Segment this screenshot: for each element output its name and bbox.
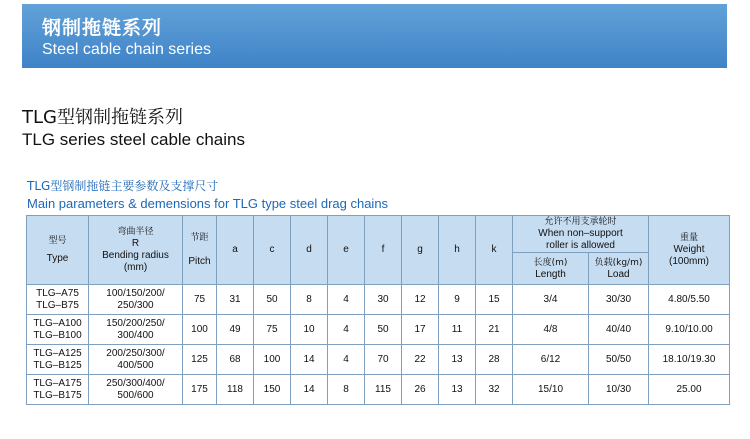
cell-h: 11 bbox=[439, 315, 476, 345]
header-g: g bbox=[402, 216, 439, 285]
table-row bbox=[27, 375, 730, 405]
cell-c: 75 bbox=[254, 315, 291, 345]
cell-d: 14 bbox=[291, 345, 328, 375]
cell-k: 15 bbox=[476, 285, 513, 315]
header-h: h bbox=[439, 216, 476, 285]
cell-type: TLG–A100 TLG–B100 bbox=[27, 315, 89, 345]
cell-type: TLG–A175 TLG–B175 bbox=[27, 375, 89, 405]
table-row bbox=[27, 345, 730, 375]
cell-k: 21 bbox=[476, 315, 513, 345]
header-length: 长度(m) Length bbox=[513, 253, 589, 285]
cell-c: 150 bbox=[254, 375, 291, 405]
cell-e: 8 bbox=[328, 375, 365, 405]
banner-title-en: Steel cable chain series bbox=[42, 41, 211, 58]
header-d: d bbox=[291, 216, 328, 285]
cell-e: 4 bbox=[328, 285, 365, 315]
cell-load: 10/30 bbox=[589, 375, 649, 405]
cell-g: 26 bbox=[402, 375, 439, 405]
cell-f: 30 bbox=[365, 285, 402, 315]
cell-e: 4 bbox=[328, 345, 365, 375]
cell-d: 8 bbox=[291, 285, 328, 315]
cell-pitch: 75 bbox=[183, 285, 217, 315]
cell-d: 10 bbox=[291, 315, 328, 345]
table-row bbox=[27, 285, 730, 315]
header-e: e bbox=[328, 216, 365, 285]
cell-f: 70 bbox=[365, 345, 402, 375]
header-banner bbox=[22, 4, 727, 68]
cell-radius: 250/300/400/ 500/600 bbox=[89, 375, 183, 405]
header-type: 型号 Type bbox=[27, 216, 89, 285]
cell-load: 40/40 bbox=[589, 315, 649, 345]
header-a: a bbox=[217, 216, 254, 285]
cell-load: 50/50 bbox=[589, 345, 649, 375]
cell-weight: 9.10/10.00 bbox=[649, 315, 730, 345]
parameters-table bbox=[26, 215, 730, 405]
cell-length: 4/8 bbox=[513, 315, 589, 345]
cell-length: 15/10 bbox=[513, 375, 589, 405]
header-pitch: 节距 Pitch bbox=[183, 216, 217, 285]
table-body bbox=[27, 285, 730, 405]
header-load: 负载(kg/m) Load bbox=[589, 253, 649, 285]
cell-f: 115 bbox=[365, 375, 402, 405]
table-caption-en: Main parameters & demensions for TLG type steel drag chains bbox=[27, 196, 389, 211]
cell-length: 3/4 bbox=[513, 285, 589, 315]
cell-c: 100 bbox=[254, 345, 291, 375]
cell-load: 30/30 bbox=[589, 285, 649, 315]
header-c: c bbox=[254, 216, 291, 285]
cell-weight: 4.80/5.50 bbox=[649, 285, 730, 315]
cell-a: 31 bbox=[217, 285, 254, 315]
cell-type: TLG–A75 TLG–B75 bbox=[27, 285, 89, 315]
cell-type: TLG–A125 TLG–B125 bbox=[27, 345, 89, 375]
cell-h: 13 bbox=[439, 345, 476, 375]
cell-h: 13 bbox=[439, 375, 476, 405]
cell-radius: 200/250/300/ 400/500 bbox=[89, 345, 183, 375]
cell-c: 50 bbox=[254, 285, 291, 315]
section-heading-cn: TLG型钢制拖链系列 bbox=[22, 107, 183, 128]
cell-g: 17 bbox=[402, 315, 439, 345]
cell-g: 12 bbox=[402, 285, 439, 315]
cell-pitch: 175 bbox=[183, 375, 217, 405]
cell-d: 14 bbox=[291, 375, 328, 405]
header-non-support-roller: 允许不用支承轮时 When non–support roller is allowed bbox=[513, 216, 649, 253]
cell-pitch: 125 bbox=[183, 345, 217, 375]
cell-k: 28 bbox=[476, 345, 513, 375]
cell-a: 118 bbox=[217, 375, 254, 405]
cell-e: 4 bbox=[328, 315, 365, 345]
cell-h: 9 bbox=[439, 285, 476, 315]
cell-k: 32 bbox=[476, 375, 513, 405]
cell-g: 22 bbox=[402, 345, 439, 375]
cell-length: 6/12 bbox=[513, 345, 589, 375]
header-k: k bbox=[476, 216, 513, 285]
cell-radius: 100/150/200/ 250/300 bbox=[89, 285, 183, 315]
cell-radius: 150/200/250/ 300/400 bbox=[89, 315, 183, 345]
header-bending-radius: 弯曲半径 R Bending radius (mm) bbox=[89, 216, 183, 285]
cell-weight: 25.00 bbox=[649, 375, 730, 405]
section-heading-en: TLG series steel cable chains bbox=[22, 130, 245, 149]
cell-a: 49 bbox=[217, 315, 254, 345]
cell-f: 50 bbox=[365, 315, 402, 345]
banner-title-cn: 钢制拖链系列 bbox=[42, 17, 163, 39]
cell-a: 68 bbox=[217, 345, 254, 375]
cell-weight: 18.10/19.30 bbox=[649, 345, 730, 375]
cell-pitch: 100 bbox=[183, 315, 217, 345]
table-row bbox=[27, 315, 730, 345]
header-f: f bbox=[365, 216, 402, 285]
table-caption-cn: TLG型钢制拖链主要参数及支撑尺寸 bbox=[27, 179, 219, 193]
header-weight: 重量 Weight (100mm) bbox=[649, 216, 730, 285]
